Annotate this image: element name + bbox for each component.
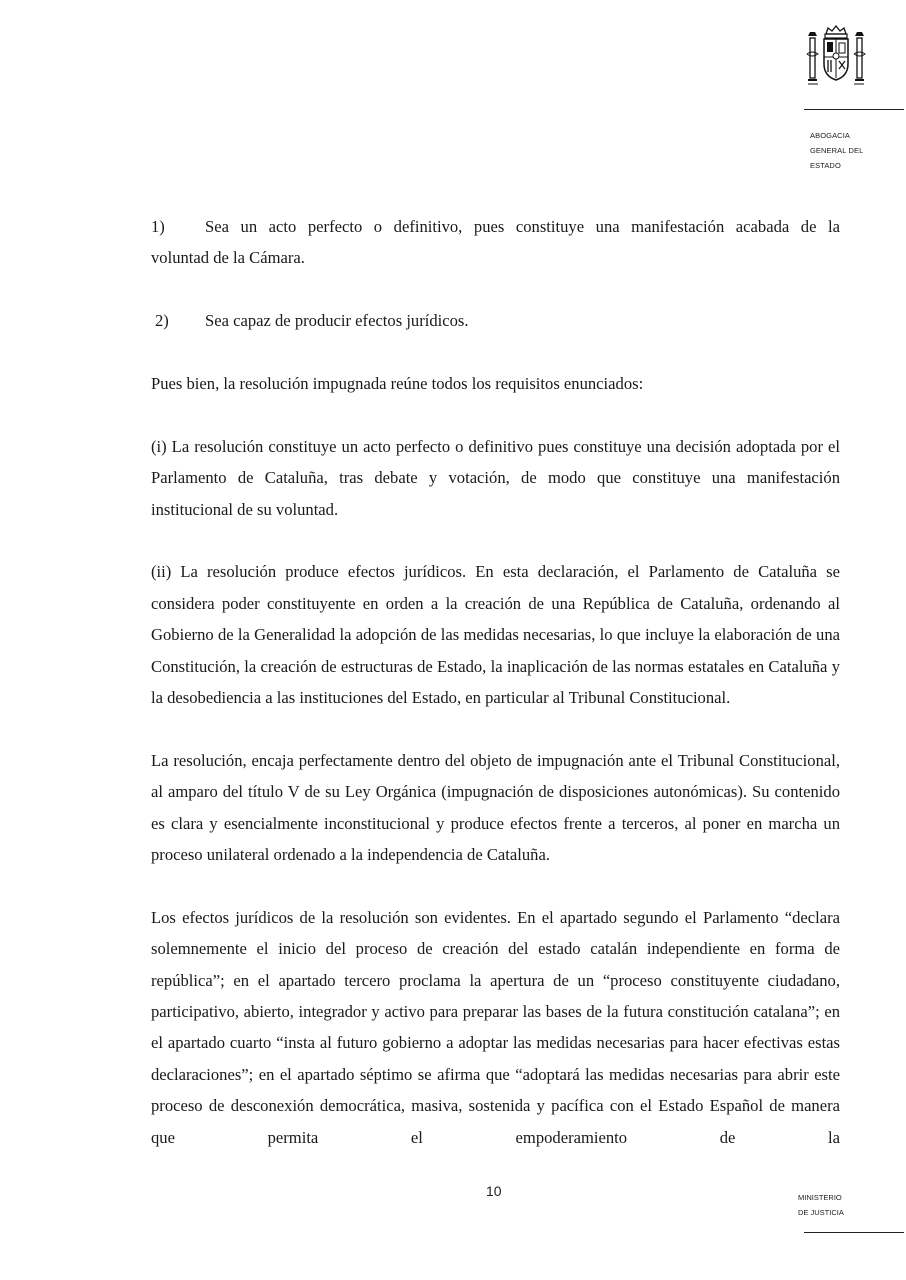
footer-organization [798, 1190, 844, 1220]
header-divider [804, 109, 904, 110]
paragraph: (ii) La resolución produce efectos jurídicos. En esta declaración, el Parlamento de Cataluña se considera poder constituyente en orden a la creación de una República de Cataluña, ordenando al Gobierno de la Generalidad la adopción de las medidas necesarias, lo que incluye la elaboración de una Constitución, la creación de estructuras de Estado, la inaplicación de las normas estatales en Cataluña y la desobediencia a las instituciones del Estado, en particular al Tribunal Constitucional. [151, 562, 840, 708]
page-number: 10 [486, 1183, 502, 1199]
footer-org-line: MINISTERIO [798, 1193, 842, 1202]
footer-divider [804, 1232, 904, 1233]
spanish-coat-of-arms-icon [804, 24, 868, 96]
numbered-item-1 [151, 211, 840, 274]
item-number: 1) [151, 217, 165, 236]
paragraph: (i) La resolución constituye un acto perfecto o definitivo pues constituye una decisión adoptada por el Parlamento de Cataluña, tras debate y votación, de modo que constituye una manifestación institucional de su voluntad. [151, 436, 840, 519]
paragraph: La resolución, encaja perfectamente dentro del objeto de impugnación ante el Tribunal Constitucional, al amparo del título V de su Ley Orgánica (impugnación de disposiciones autonómicas). Su contenido es clara y esencialmente inconstitucional y produce efectos frente a terceros, al poner en marcha un proceso unilateral ordenado a la independencia de Cataluña. [151, 750, 840, 865]
item-text: Sea capaz de producir efectos jurídicos. [205, 311, 469, 331]
item-text: Sea un acto perfecto o definitivo, pues constituye una manifestación acabada de la [205, 217, 840, 236]
paragraph: Pues bien, la resolución impugnada reúne todos los requisitos enunciados: [151, 374, 644, 393]
document-body [151, 211, 840, 1153]
item-number: 2) [155, 311, 169, 331]
header-org-line: GENERAL DEL [810, 146, 864, 155]
header-org-line: ESTADO [810, 161, 841, 170]
header-organization [810, 128, 863, 173]
footer-org-line: DE JUSTICIA [798, 1208, 844, 1217]
header-org-line: ABOGACIA [810, 131, 850, 140]
paragraph: Los efectos jurídicos de la resolución son evidentes. En el apartado segundo el Parlamento “declara solemnemente el inicio del proceso de creación del estado catalán independiente en forma de república”; en el apartado tercero proclama la apertura de un “proceso constituyente ciudadano, participativo, abierto, integrador y activo para preparar las bases de la futura constitución catalana”; en el apartado cuarto “insta al futuro gobierno a adoptar las medidas necesarias para hacer efectivas estas declaraciones”; en el apartado séptimo se afirma que “adoptará las medidas necesarias para abrir este proceso de desconexión democrática, masiva, sostenida y pacífica con el Estado Español de manera que permita el empoderamiento de la [151, 907, 840, 1147]
item-text-continuation: voluntad de la Cámara. [151, 248, 305, 268]
numbered-item-2 [151, 305, 840, 336]
